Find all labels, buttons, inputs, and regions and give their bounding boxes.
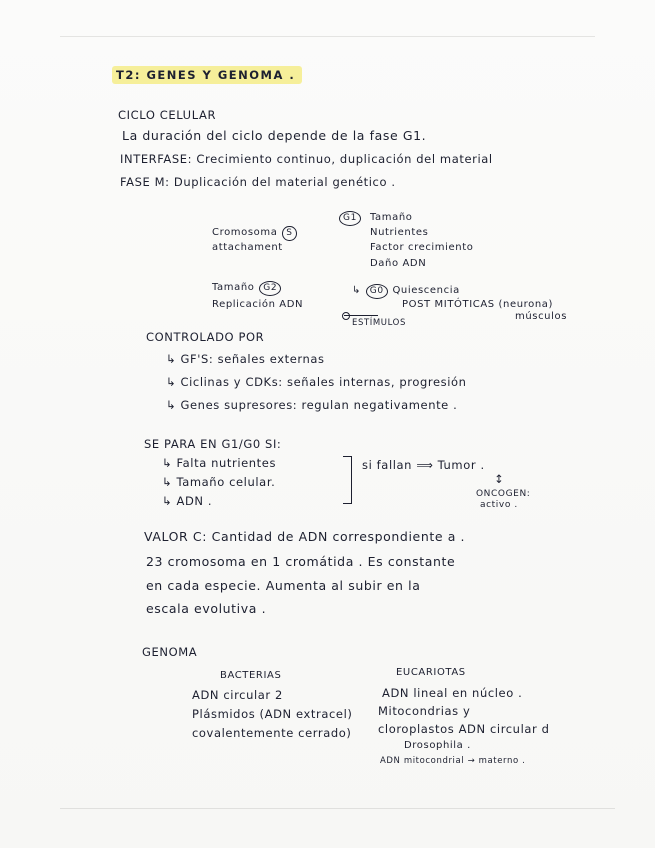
estimulos-label: ESTÍMULOS [352, 318, 406, 328]
eucariotas-line-3: cloroplastos ADN circular d [378, 722, 550, 736]
eucariotas-mitocondrial: ADN mitocondrial → materno . [380, 756, 526, 766]
page-bottom-edge [60, 808, 615, 809]
s-phase-text: Cromosoma [212, 227, 278, 238]
g0-prefix: ↳ [352, 285, 361, 296]
s-phase-label-b: attachament [212, 242, 283, 253]
oncogen-activo: activo . [480, 500, 518, 510]
g1-line-3: Factor crecimiento [370, 242, 474, 253]
g1-line-4: Daño ADN [370, 258, 427, 269]
g1-line-1: Tamaño [370, 212, 413, 223]
g1g0-arrow: ↕ [494, 472, 505, 486]
g1-phase-circle: G1 [339, 211, 361, 226]
s-phase-circle: S [282, 226, 296, 241]
g2-phase-circle: G2 [259, 281, 281, 296]
control-item-3: ↳ Genes supresores: regulan negativamente . [166, 398, 458, 412]
valor-line-1: VALOR C: Cantidad de ADN correspondiente a . [144, 529, 466, 544]
ciclo-line-1: La duración del ciclo depende de la fase G1. [122, 128, 427, 143]
ciclo-line-3: FASE M: Duplicación del material genético . [120, 175, 396, 189]
g1g0-item-2: ↳ Tamaño celular. [162, 475, 276, 489]
g1g0-result: si fallan ⟹ Tumor . [362, 458, 485, 472]
g2-label-b: Replicación ADN [212, 299, 304, 310]
eucariotas-drosophila: Drosophila . [404, 740, 471, 751]
valor-line-3: en cada especie. Aumenta al subir en la [146, 578, 421, 593]
eucariotas-line-1: ADN lineal en núcleo . [382, 686, 523, 700]
page-top-edge [60, 36, 595, 37]
ciclo-line-2: INTERFASE: Crecimiento continuo, duplicación del material [120, 152, 493, 166]
eucariotas-heading: EUCARIOTAS [396, 667, 466, 678]
g1g0-item-1: ↳ Falta nutrientes [162, 456, 277, 470]
eucariotas-line-2: Mitocondrias y [378, 704, 471, 718]
control-heading: CONTROLADO POR [146, 330, 265, 344]
estimulos-arrow [344, 315, 378, 316]
g1-line-2: Nutrientes [370, 227, 429, 238]
g0-quiescencia: Quiescencia [392, 285, 460, 296]
g0-line-3: músculos [515, 311, 568, 322]
control-item-2: ↳ Ciclinas y CDKs: señales internas, progresión [166, 375, 467, 389]
g0-line-2: POST MITÓTICAS (neurona) [402, 299, 554, 310]
bacterias-line-3: covalentemente cerrado) [192, 726, 352, 740]
genoma-heading: GENOMA [142, 645, 198, 659]
bacterias-heading: BACTERIAS [220, 670, 282, 681]
g0-phase-circle: G0 [366, 284, 388, 299]
ciclo-heading: CICLO CELULAR [118, 108, 217, 122]
g2-text: Tamaño [212, 282, 255, 293]
control-item-1: ↳ GF'S: señales externas [166, 352, 325, 366]
oncogen-label: ONCOGEN: [476, 489, 531, 499]
g2-label-a [212, 281, 282, 296]
g1g0-heading: SE PARA EN G1/G0 SI: [144, 437, 282, 451]
valor-line-4: escala evolutiva . [146, 601, 267, 616]
g1g0-item-3: ↳ ADN . [162, 494, 213, 508]
bacterias-line-2: Plásmidos (ADN extracel) [192, 707, 353, 721]
g1-circle-wrap [338, 211, 362, 226]
s-phase-label-a [212, 226, 298, 241]
page-title: T2: GENES Y GENOMA . [116, 68, 296, 82]
g1g0-bracket [343, 456, 352, 504]
g0-line-1 [352, 284, 460, 299]
bacterias-line-1: ADN circular 2 [192, 688, 283, 702]
valor-line-2: 23 cromosoma en 1 cromátida . Es constante [146, 554, 456, 569]
